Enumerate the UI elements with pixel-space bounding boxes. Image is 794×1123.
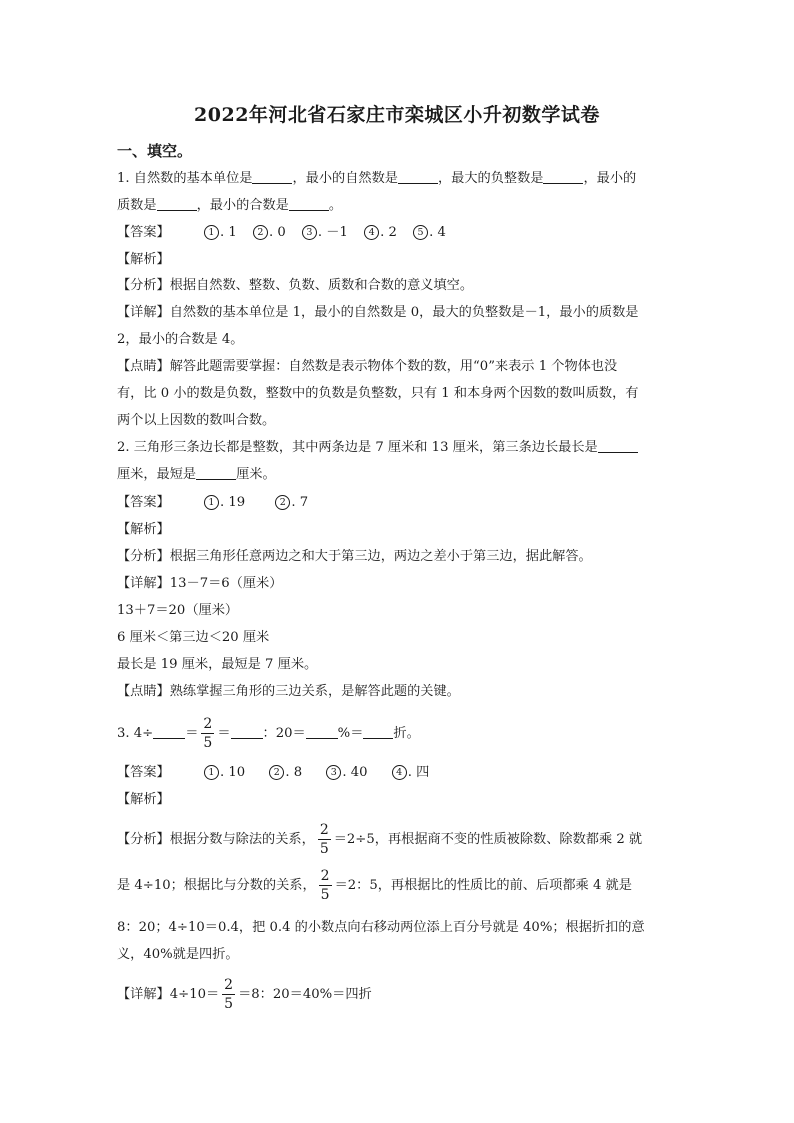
answer-blank[interactable] — [231, 725, 263, 739]
page-title: 2022年河北省石家庄市栾城区小升初数学试卷 — [194, 104, 600, 126]
q1-dianjing-3: 两个以上因数的数叫合数。 — [117, 413, 276, 428]
answer-item: 1 . 10 — [204, 764, 245, 782]
q2-xiangjie-2: 13＋7＝20（厘米） — [117, 603, 239, 618]
q1-dianjing-2: 有，比 0 小的数是负数，整数中的负数是负整数，只有 1 和本身两个因数的数叫质数，有 — [117, 386, 639, 401]
q2-answer — [117, 494, 320, 512]
q3-analysis-tag: 【解析】 — [117, 792, 170, 807]
q1-line-1: 1. 自然数的基本单位是 ，最小的自然数是 ，最大的负整数是 ，最小的 — [117, 171, 637, 186]
circled-number: 1 — [204, 765, 219, 780]
answer-blank[interactable] — [598, 439, 638, 453]
answer-item: 1 . 1 — [204, 224, 237, 242]
section-heading: 一、填空。 — [117, 142, 193, 160]
q3-fenxi-4: 义，40%就是四折。 — [117, 947, 239, 962]
q2-dianjing: 【点睛】熟练掌握三角形的三边关系，是解答此题的关键。 — [117, 684, 460, 699]
circled-number: 2 — [275, 495, 290, 510]
answer-item: 2 . 0 — [253, 224, 286, 242]
q3-answer — [117, 764, 441, 782]
fraction: $\frac{2}{5}$ — [203, 716, 213, 751]
answer-item: 4 . 四 — [392, 764, 430, 782]
answer-blank[interactable] — [153, 725, 185, 739]
answer-tag: 【答案】 — [117, 765, 170, 780]
q1-line-2: 质数是 ，最小的合数是 。 — [117, 198, 343, 213]
fraction: $\frac{2}{5}$ — [320, 868, 330, 903]
q2-analysis-tag: 【解析】 — [117, 522, 170, 537]
q3-fenxi-1: 【分析】根据分数与除法的关系， $\frac{2}{5}$ ＝2÷5，再根据商不变的性质被除数、除数都乘 2 就 — [117, 822, 643, 857]
circled-number: 2 — [253, 225, 268, 240]
circled-number: 3 — [302, 225, 317, 240]
answer-item: 3 . 40 — [326, 764, 367, 782]
q3-fenxi-2: 是 4÷10；根据比与分数的关系， $\frac{2}{5}$ ＝2：5，再根据比的性质比的前、后项都乘 4 就是 — [117, 868, 632, 903]
q1-fenxi: 【分析】根据自然数、整数、负数、质数和合数的意义填空。 — [117, 278, 474, 293]
q2-line-2: 厘米，最短是 厘米。 — [117, 467, 276, 482]
answer-item: 2 . 7 — [275, 494, 308, 512]
circled-number: 4 — [364, 225, 379, 240]
q1-xiangjie-2: 2，最小的合数是 4。 — [117, 332, 244, 347]
q2-fenxi: 【分析】根据三角形任意两边之和大于第三边，两边之差小于第三边，据此解答。 — [117, 549, 592, 564]
answer-blank[interactable] — [289, 197, 329, 211]
circled-number: 1 — [204, 225, 219, 240]
q3-line: 3. 4÷ ＝ $\frac{2}{5}$ ＝ ：20＝ %＝ 折。 — [117, 716, 420, 751]
answer-blank[interactable] — [252, 170, 292, 184]
answer-blank[interactable] — [363, 725, 393, 739]
q1-answer — [117, 224, 458, 242]
answer-blank[interactable] — [306, 725, 338, 739]
answer-item: 2 . 8 — [269, 764, 302, 782]
answer-item: 4 . 2 — [364, 224, 397, 242]
answer-item: 1 . 19 — [204, 494, 245, 512]
circled-number: 1 — [204, 495, 219, 510]
circled-number: 2 — [269, 765, 284, 780]
q2-xiangjie-3: 6 厘米＜第三边＜20 厘米 — [117, 630, 270, 645]
q3-fenxi-3: 8：20；4÷10＝0.4，把 0.4 的小数点向右移动两位添上百分号就是 40%；根据折扣的意 — [117, 920, 645, 935]
answer-item: 5 . 4 — [413, 224, 446, 242]
q2-line-1: 2. 三角形三条边长都是整数，其中两条边是 7 厘米和 13 厘米，第三条边长最长是 — [117, 439, 638, 457]
answer-tag: 【答案】 — [117, 225, 170, 240]
answer-blank[interactable] — [196, 466, 236, 480]
circled-number: 4 — [392, 765, 407, 780]
circled-number: 5 — [413, 225, 428, 240]
answer-tag: 【答案】 — [117, 495, 170, 510]
answer-item: 3 . －1 — [302, 224, 348, 242]
answer-blank[interactable] — [543, 170, 583, 184]
q1-analysis-tag: 【解析】 — [117, 252, 170, 267]
q3-xiangjie: 【详解】4÷10＝ $\frac{2}{5}$ ＝8：20＝40%＝四折 — [117, 977, 372, 1012]
q2-xiangjie-1: 【详解】13－7＝6（厘米） — [117, 576, 283, 591]
q1-xiangjie-1: 【详解】自然数的基本单位是 1，最小的自然数是 0，最大的负整数是－1，最小的质数是 — [117, 305, 639, 320]
fraction: $\frac{2}{5}$ — [224, 977, 234, 1012]
circled-number: 3 — [326, 765, 341, 780]
fraction: $\frac{2}{5}$ — [319, 822, 329, 857]
answer-blank[interactable] — [398, 170, 438, 184]
q1-dianjing-1: 【点睛】解答此题需要掌握：自然数是表示物体个数的数，用“0”来表示 1 个物体也没 — [117, 359, 618, 374]
q2-xiangjie-4: 最长是 19 厘米，最短是 7 厘米。 — [117, 657, 318, 672]
answer-blank[interactable] — [157, 197, 197, 211]
